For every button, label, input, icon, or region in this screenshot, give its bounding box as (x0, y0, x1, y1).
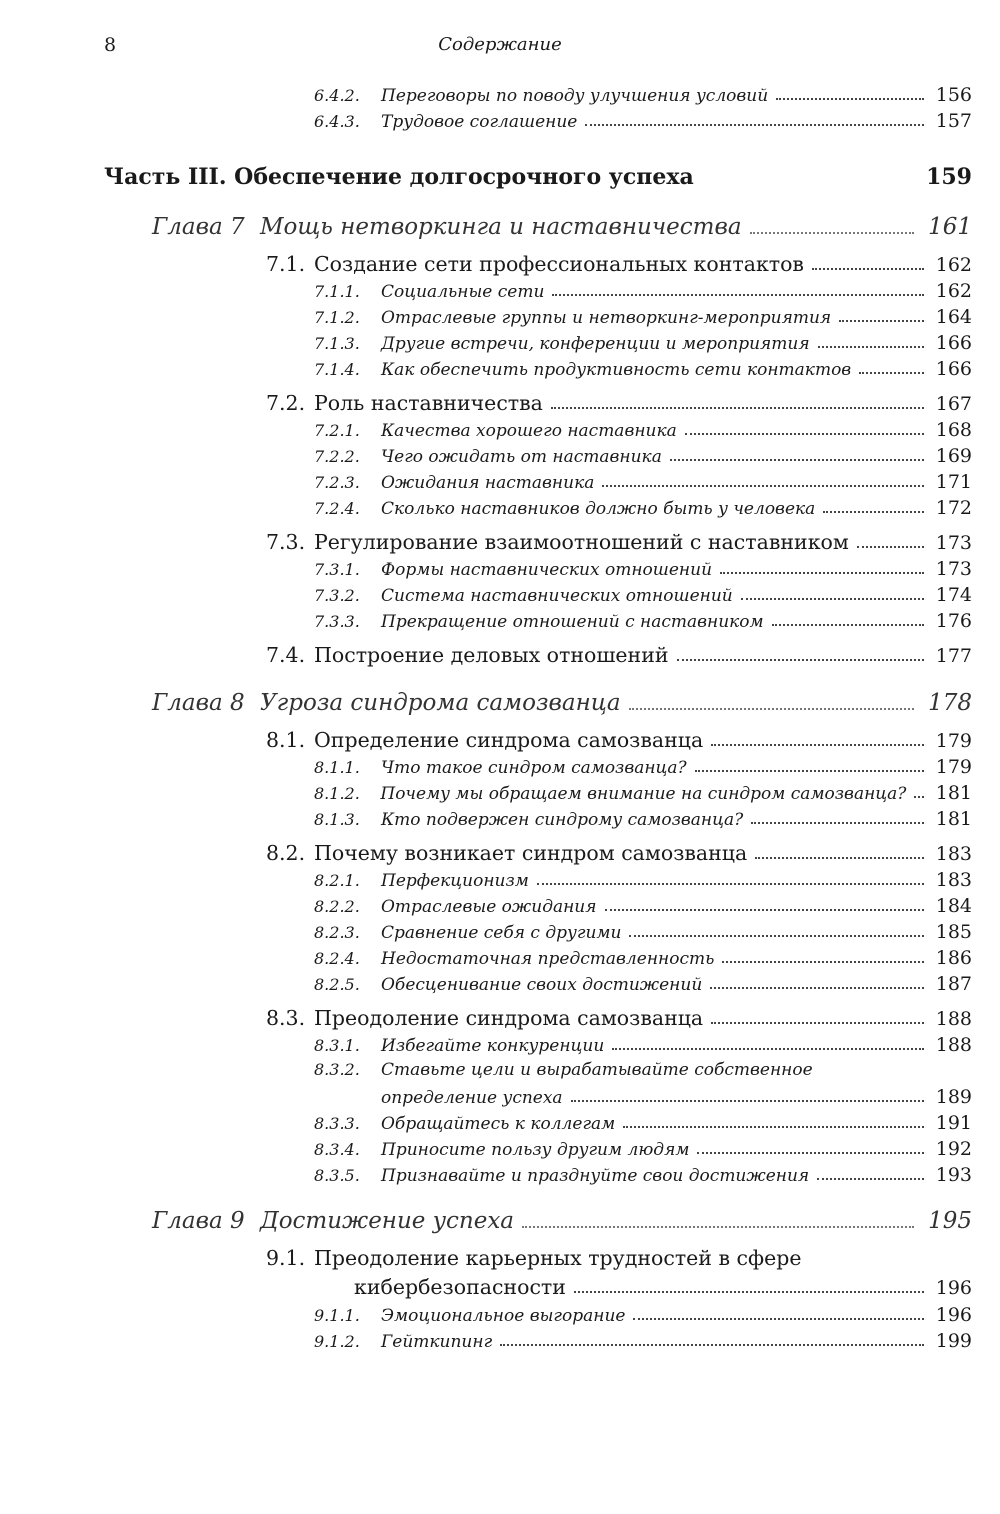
toc-entry-6-4-3[interactable] (314, 110, 972, 132)
entry-title-line-2: определение успеха (381, 1088, 563, 1108)
entry-number: 6.4.2. (314, 86, 360, 105)
toc-entry-8-2-5[interactable] (314, 973, 972, 995)
toc-entry-8-3-2[interactable] (314, 1060, 972, 1080)
entry-number: 7.1.3. (314, 334, 360, 353)
toc-entry-8-2-2[interactable] (314, 895, 972, 917)
section-title: Создание сети профессиональных контактов (314, 252, 804, 276)
dot-leader (818, 345, 924, 348)
chapter-title: Достижение успеха (260, 1208, 515, 1234)
section-title: Определение синдрома самозванца (314, 728, 704, 752)
chapter-page: 161 (928, 214, 972, 240)
entry-title: Переговоры по поводу улучшения условий (381, 86, 769, 106)
entry-number: 7.2.2. (314, 447, 360, 466)
entry-title: Обесценивание своих достижений (381, 975, 703, 995)
entry-number: 7.2.3. (314, 473, 360, 492)
entry-number: 7.3.3. (314, 612, 360, 631)
entry-title: Чего ожидать от наставника (381, 447, 662, 467)
dot-leader (685, 432, 924, 435)
entry-number: 7.1.2. (314, 308, 360, 327)
running-title: Содержание (438, 34, 562, 55)
section-number: 7.1. (266, 252, 306, 276)
toc-entry-8-3-3[interactable] (314, 1112, 972, 1134)
section-page: 183 (935, 843, 972, 865)
section-title: Почему возникает синдром самозванца (314, 841, 748, 865)
toc-entry-8-2-4[interactable] (314, 947, 972, 969)
entry-page: 181 (935, 808, 972, 830)
entry-page: 171 (935, 471, 972, 493)
entry-page: 199 (935, 1330, 972, 1352)
dot-leader (751, 821, 924, 824)
section-page: 162 (935, 254, 972, 276)
toc-entry-8-2-3[interactable] (314, 921, 972, 943)
dot-leader (633, 1317, 924, 1320)
dot-leader (695, 769, 924, 772)
dot-leader (710, 986, 924, 989)
entry-page: 169 (935, 445, 972, 467)
dot-leader (697, 1151, 924, 1154)
dot-leader (741, 597, 924, 600)
toc-entry-7-2-1[interactable] (314, 419, 972, 441)
entry-number: 9.1.2. (314, 1332, 360, 1351)
entry-page: 173 (935, 558, 972, 580)
entry-title: Перфекционизм (381, 871, 529, 891)
section-number: 7.3. (266, 530, 306, 554)
entry-number: 8.1.1. (314, 758, 360, 777)
dot-leader (722, 960, 924, 963)
entry-number: 7.3.1. (314, 560, 360, 579)
section-title: Построение деловых отношений (314, 643, 669, 667)
dot-leader (574, 1290, 924, 1293)
dot-leader (776, 97, 924, 100)
entry-page: 156 (935, 84, 972, 106)
dot-leader (914, 795, 924, 798)
entry-page: 181 (935, 782, 972, 804)
toc-entry-7-3-2[interactable] (314, 584, 972, 606)
entry-page: 168 (935, 419, 972, 441)
entry-page: 174 (935, 584, 972, 606)
entry-number: 7.2.4. (314, 499, 360, 518)
entry-title: Другие встречи, конференции и мероприятия (381, 334, 810, 354)
section-page: 177 (935, 645, 972, 667)
section-number: 8.2. (266, 841, 306, 865)
section-title-line-1: Преодоление карьерных трудностей в сфере (314, 1246, 802, 1270)
entry-title: Обращайтесь к коллегам (381, 1114, 616, 1134)
dot-leader (670, 458, 924, 461)
toc-chapter-7[interactable] (152, 214, 972, 240)
entry-title: Сколько наставников должно быть у человека (381, 499, 816, 519)
entry-page: 166 (935, 332, 972, 354)
entry-page: 166 (935, 358, 972, 380)
section-page: 188 (935, 1008, 972, 1030)
dot-leader (500, 1343, 924, 1346)
entry-number: 8.2.3. (314, 923, 360, 942)
dot-leader (755, 856, 924, 859)
entry-title: Отраслевые группы и нетворкинг-мероприятия (381, 308, 832, 328)
section-number: 9.1. (266, 1246, 306, 1270)
entry-page: 193 (935, 1164, 972, 1186)
entry-number: 8.3.3. (314, 1114, 360, 1133)
toc-section-9-1[interactable] (266, 1246, 972, 1270)
entry-number: 8.3.1. (314, 1036, 360, 1055)
entry-page: 183 (935, 869, 972, 891)
entry-number: 8.3.5. (314, 1166, 360, 1185)
entry-number: 6.4.3. (314, 112, 360, 131)
entry-title-line-1: Ставьте цели и вырабатывайте собственное (381, 1060, 813, 1080)
entry-page: 189 (935, 1086, 972, 1108)
toc-entry-8-3-1[interactable] (314, 1034, 972, 1056)
entry-page: 164 (935, 306, 972, 328)
entry-number: 8.1.3. (314, 810, 360, 829)
entry-number: 9.1.1. (314, 1306, 360, 1325)
dot-leader (772, 623, 924, 626)
dot-leader (711, 1021, 924, 1024)
entry-page: 162 (935, 280, 972, 302)
entry-title: Приносите пользу другим людям (381, 1140, 690, 1160)
dot-leader (612, 1047, 924, 1050)
part-page: 159 (926, 164, 972, 190)
toc-section-7-1[interactable] (266, 252, 972, 276)
entry-page: 191 (935, 1112, 972, 1134)
dot-leader (677, 658, 924, 661)
dot-leader (623, 1125, 924, 1128)
entry-page: 187 (935, 973, 972, 995)
toc-section-8-2[interactable] (266, 841, 972, 865)
entry-page: 186 (935, 947, 972, 969)
section-number: 8.3. (266, 1006, 306, 1030)
toc-entry-7-3-1[interactable] (314, 558, 972, 580)
toc-entry-7-1-2[interactable] (314, 306, 972, 328)
entry-page: 179 (935, 756, 972, 778)
toc-entry-8-3-5[interactable] (314, 1164, 972, 1186)
toc-section-8-3[interactable] (266, 1006, 972, 1030)
dot-leader (711, 743, 924, 746)
page-number: 8 (104, 34, 117, 56)
entry-number: 8.2.1. (314, 871, 360, 890)
toc-entry-8-2-1[interactable] (314, 869, 972, 891)
dot-leader (812, 267, 924, 270)
entry-title: Система наставнических отношений (381, 586, 733, 606)
entry-page: 157 (935, 110, 972, 132)
entry-number: 8.1.2. (314, 784, 360, 803)
section-number: 7.4. (266, 643, 306, 667)
entry-title: Кто подвержен синдрому самозванца? (381, 810, 744, 830)
dot-leader (720, 571, 924, 574)
entry-title: Избегайте конкуренции (381, 1036, 605, 1056)
section-page: 196 (935, 1277, 972, 1299)
dot-leader (552, 293, 924, 296)
entry-title: Гейткипинг (381, 1332, 493, 1352)
dot-leader (629, 934, 924, 937)
entry-title: Трудовое соглашение (381, 112, 578, 132)
dot-leader (537, 882, 924, 885)
entry-page: 192 (935, 1138, 972, 1160)
toc-section-7-3[interactable] (266, 530, 972, 554)
entry-title: Как обеспечить продуктивность сети контактов (381, 360, 852, 380)
entry-title: Ожидания наставника (381, 473, 595, 493)
entry-title: Что такое синдром самозванца? (381, 758, 687, 778)
entry-page: 196 (935, 1304, 972, 1326)
toc-chapter-8[interactable] (152, 690, 972, 716)
chapter-title: Мощь нетворкинга и наставничества (260, 214, 742, 240)
toc-entry-6-4-2[interactable] (314, 84, 972, 106)
entry-title: Эмоциональное выгорание (381, 1306, 626, 1326)
entry-number: 8.3.2. (314, 1060, 360, 1079)
section-title-line-2: кибербезопасности (354, 1275, 566, 1299)
section-number: 8.1. (266, 728, 306, 752)
dot-leader (857, 545, 924, 548)
entry-number: 7.1.4. (314, 360, 360, 379)
section-page: 179 (935, 730, 972, 752)
toc-entry-7-2-2[interactable] (314, 445, 972, 467)
chapter-number: Глава 9 (152, 1208, 245, 1234)
chapter-page: 195 (928, 1208, 972, 1234)
toc-entry-7-1-4[interactable] (314, 358, 972, 380)
toc-entry-7-2-4[interactable] (314, 497, 972, 519)
entry-number: 8.2.4. (314, 949, 360, 968)
section-title: Преодоление синдрома самозванца (314, 1006, 704, 1030)
dot-leader (629, 707, 914, 710)
entry-number: 8.2.2. (314, 897, 360, 916)
dot-leader (839, 319, 924, 322)
entry-number: 8.3.4. (314, 1140, 360, 1159)
toc-section-7-2[interactable] (266, 391, 972, 415)
toc-entry-8-3-2-continued[interactable] (314, 1086, 972, 1108)
toc-entry-7-1-1[interactable] (314, 280, 972, 302)
dot-leader (585, 123, 924, 126)
entry-title: Отраслевые ожидания (381, 897, 597, 917)
dot-leader (823, 510, 924, 513)
toc-section-9-1-continued[interactable] (266, 1275, 972, 1299)
chapter-number: Глава 7 (152, 214, 245, 240)
entry-page: 188 (935, 1034, 972, 1056)
section-number: 7.2. (266, 391, 306, 415)
entry-title: Сравнение себя с другими (381, 923, 622, 943)
entry-page: 172 (935, 497, 972, 519)
section-title: Регулирование взаимоотношений с наставником (314, 530, 849, 554)
part-title: Часть III. Обеспечение долгосрочного успеха (104, 164, 694, 190)
chapter-title: Угроза синдрома самозванца (260, 690, 621, 716)
toc-entry-8-1-3[interactable] (314, 808, 972, 830)
toc-chapter-9[interactable] (152, 1208, 972, 1234)
dot-leader (817, 1177, 924, 1180)
entry-title: Прекращение отношений с наставником (381, 612, 764, 632)
toc-entry-7-3-3[interactable] (314, 610, 972, 632)
entry-number: 7.2.1. (314, 421, 360, 440)
entry-title: Качества хорошего наставника (381, 421, 677, 441)
entry-number: 7.1.1. (314, 282, 360, 301)
toc-entry-7-1-3[interactable] (314, 332, 972, 354)
dot-leader (522, 1225, 914, 1228)
dot-leader (859, 371, 924, 374)
entry-title: Почему мы обращаем внимание на синдром самозванца? (380, 784, 907, 804)
entry-page: 185 (935, 921, 972, 943)
entry-title: Формы наставнических отношений (381, 560, 713, 580)
chapter-page: 178 (928, 690, 972, 716)
entry-number: 8.2.5. (314, 975, 360, 994)
entry-title: Социальные сети (381, 282, 545, 302)
toc-entry-9-1-2[interactable] (314, 1330, 972, 1352)
entry-page: 176 (935, 610, 972, 632)
toc-section-8-1[interactable] (266, 728, 972, 752)
dot-leader (571, 1099, 924, 1102)
section-page: 173 (935, 532, 972, 554)
toc-entry-9-1-1[interactable] (314, 1304, 972, 1326)
section-title: Роль наставничества (314, 391, 543, 415)
entry-page: 184 (935, 895, 972, 917)
toc-entry-8-1-1[interactable] (314, 756, 972, 778)
dot-leader (551, 406, 924, 409)
toc-part-3[interactable] (104, 164, 972, 190)
entry-title: Признавайте и празднуйте свои достижения (381, 1166, 810, 1186)
toc-entry-7-2-3[interactable] (314, 471, 972, 493)
toc-entry-8-1-2[interactable] (314, 782, 972, 804)
entry-title: Недостаточная представленность (381, 949, 715, 969)
section-page: 167 (935, 393, 972, 415)
toc-entry-8-3-4[interactable] (314, 1138, 972, 1160)
chapter-number: Глава 8 (152, 690, 245, 716)
entry-number: 7.3.2. (314, 586, 360, 605)
dot-leader (750, 231, 914, 234)
dot-leader (605, 908, 924, 911)
dot-leader (602, 484, 924, 487)
toc-section-7-4[interactable] (266, 643, 972, 667)
